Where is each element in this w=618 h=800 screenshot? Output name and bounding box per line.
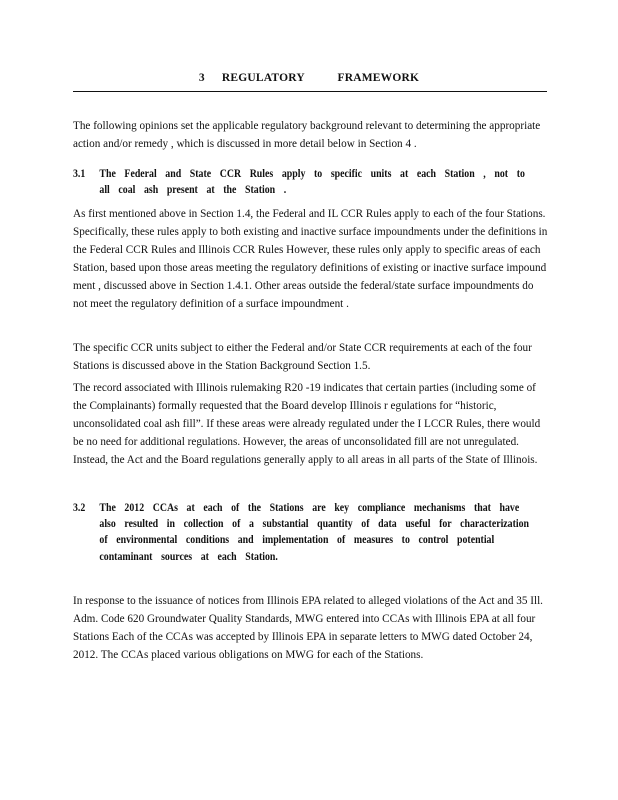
body-paragraph-1: As first mentioned above in Section 1.4, the Federal and IL CCR Rules apply to each of the four Stations. Specifically, these rules apply to both existing and inactive surface impoundments under the definitions in the Federal CCR Rules and Illinois CCR Rules However, these rules only apply to specific areas of each Station, based upon those areas meeting the regulatory definitions of existing or inactive surface impound ment , discussed above in Section 1.4.1. Other areas outside the federal/state surface impoundments do not meet the regulatory definition of a surface impoundment . xyxy=(73,208,548,310)
intro-paragraph: The following opinions set the applicable regulatory background relevant to determining the appropriate action and/or remedy , which is discussed in more detail below in Section 4 . xyxy=(73,120,541,150)
section-title-word2: FRAMEWORK xyxy=(337,72,420,84)
body-paragraph-3: The record associated with Illinois rulemaking R20 -19 indicates that certain parties (including some of the Complainants) formally requested that the Board develop Illinois r egulations for “historic, unconsolidated coal ash fill”. If these areas were already regulated under the I LCCR Rules, there would be no need for additional regulations. However, the areas of unconsolidated fill are not unregulated. Instead, the Act and the Board regulations generally apply to all areas in all parts of the State of Illinois. xyxy=(73,382,541,466)
body-paragraph-2: The specific CCR units subject to either the Federal and/or State CCR requirements at each of the four Stations is discussed above in the Station Background Section 1.5. xyxy=(73,342,532,372)
section-heading xyxy=(73,72,545,84)
subsection-title: The 2012 CCAs at each of the Stations are key compliance mechanisms that have also resulted in collection of a substantial quantity of data useful for characterization of environmental conditions and implementation of measures to control potential contaminant sources at each Station. xyxy=(99,502,530,563)
heading-rule xyxy=(73,91,547,92)
body-paragraph-4: In response to the issuance of notices from Illinois EPA related to alleged violations of the Act and 35 Ill. Adm. Code 620 Groundwater Quality Standards, MWG entered into CCAs with Illinois EPA at all four Stations Each of the CCAs was accepted by Illinois EPA in separate letters to MWG dated October 24, 2012. The CCAs placed various obligations on MWG for each of the Stations. xyxy=(73,595,543,661)
subsection-3-2 xyxy=(73,500,530,565)
subsection-title: The Federal and State CCR Rules apply to specific units at each Station , not to all coal ash present at the Station . xyxy=(99,168,525,197)
section-title-word1: REGULATORY xyxy=(221,72,305,84)
subsection-number: 3.1 xyxy=(73,168,86,180)
subsection-number: 3.2 xyxy=(73,502,86,514)
section-number: 3 xyxy=(198,72,205,84)
subsection-3-1 xyxy=(73,166,525,198)
